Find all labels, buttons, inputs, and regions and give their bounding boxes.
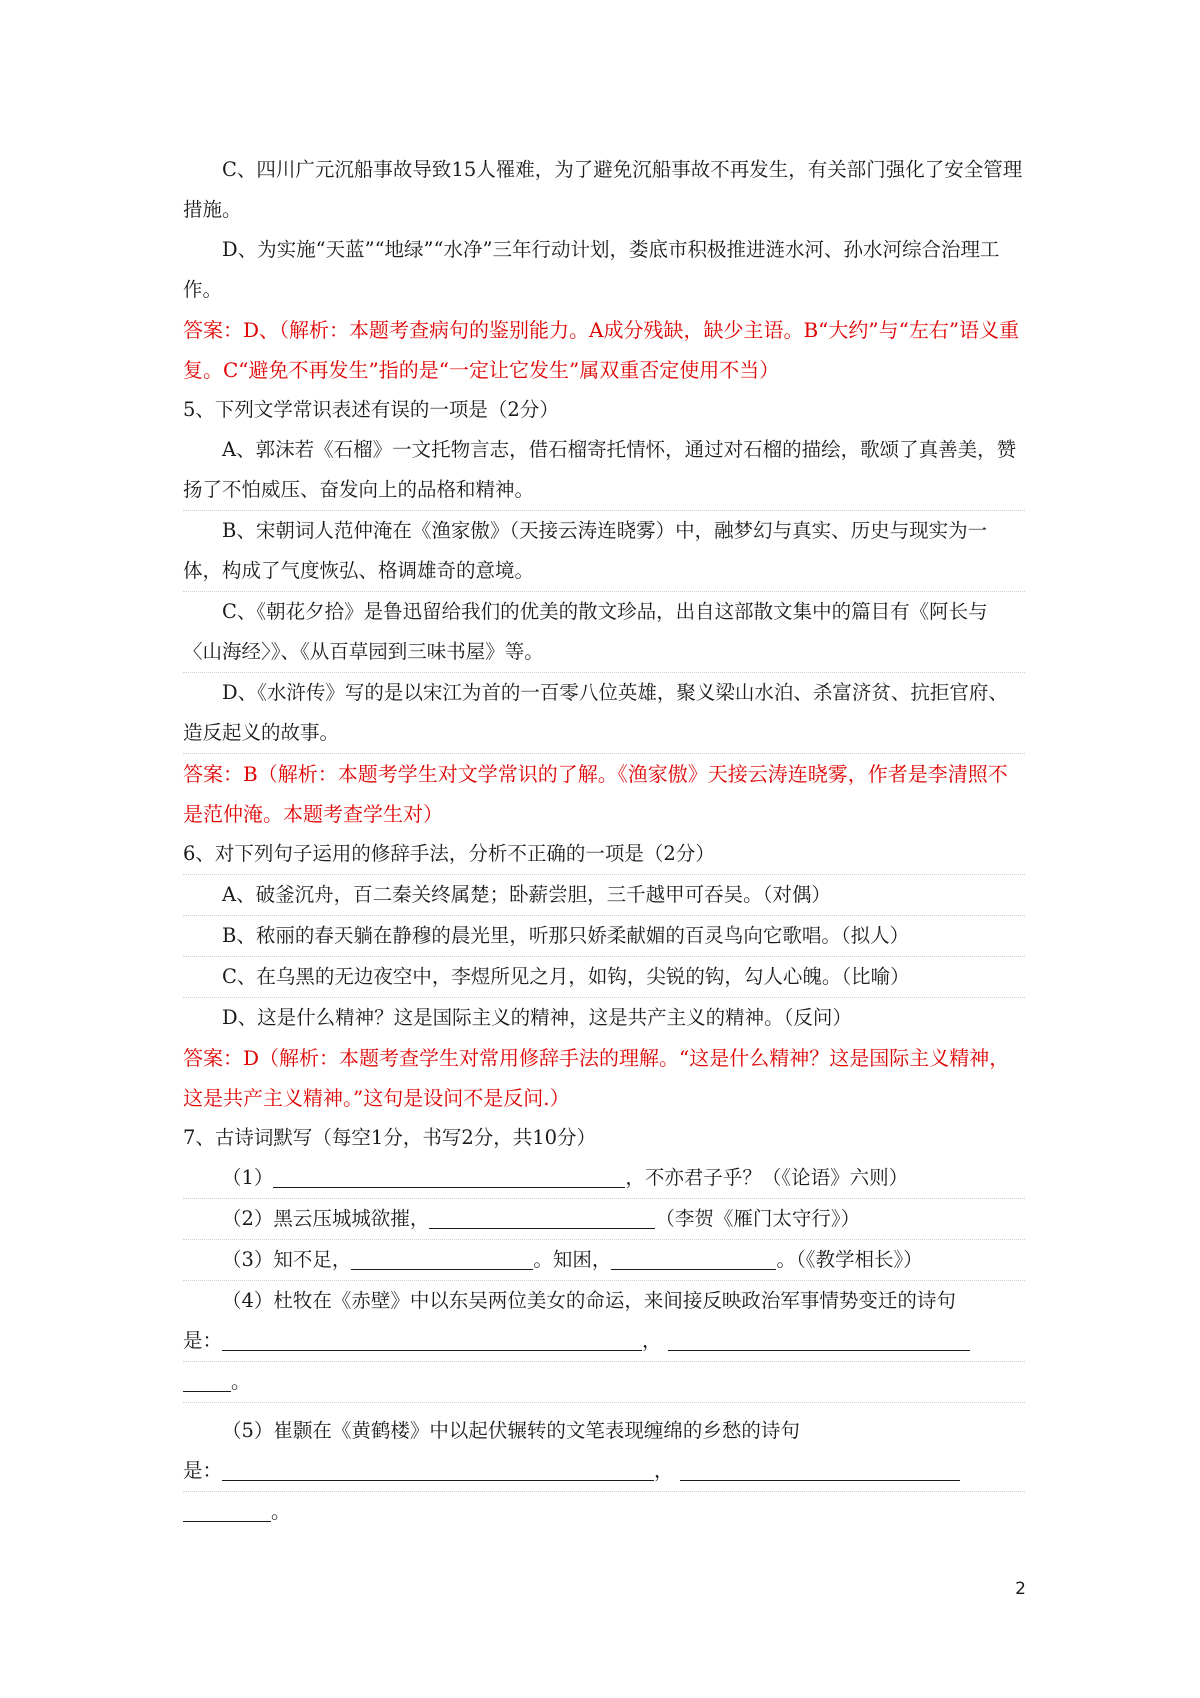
q4-option-d: D、为实施“天蓝”“地绿”“水净”三年行动计划，娄底市积极推进涟水河、孙水河综合治理工作。 [183, 238, 1000, 301]
q7-item-3: （3）知不足， 。知困， 。（《教学相长》） [183, 1240, 1025, 1281]
q7-item-4-tail: 。 [183, 1362, 1025, 1403]
q5-option-d: D、《水浒传》写的是以宋江为首的一百零八位英雄，聚义梁山水泊、杀富济贫、抗拒官府、造反起义的故事。 [183, 673, 1025, 754]
q6-option-d: D、这是什么精神？这是国际主义的精神，这是共产主义的精神。（反问） [222, 1006, 852, 1029]
answer-blank[interactable] [429, 1204, 655, 1229]
q6-option-a: A、破釜沉舟，百二秦关终属楚；卧薪尝胆，三千越甲可吞吴。（对偶） [183, 875, 1025, 916]
answer-blank[interactable] [680, 1456, 960, 1481]
q4-option-c: C、四川广元沉船事故导致15人罹难，为了避免沉船事故不再发生，有关部门强化了安全管理措施。 [183, 158, 1023, 221]
answer-blank[interactable] [611, 1245, 776, 1270]
q7-item-4-blanks: 是： ， [183, 1321, 1025, 1362]
q6-answer: 答案：D（解析：本题考查学生对常用修辞手法的理解。“这是什么精神？这是国际主义精神，这是共产主义精神。”这句是设问不是反问.） [183, 1046, 1010, 1110]
q7-item-5-tail: 。 [183, 1492, 1025, 1532]
q6-stem: 6、对下列句子运用的修辞手法，分析不正确的一项是（2分） [183, 834, 1025, 875]
q4-answer: 答案：D、（解析：本题考查病句的鉴别能力。A成分残缺，缺少主语。B“大约”与“左右”语义重复。C“避免不再发生”指的是“一定让它发生”属双重否定使用不当） [183, 318, 1020, 382]
answer-blank[interactable] [222, 1326, 642, 1351]
answer-blank[interactable] [183, 1367, 231, 1392]
q5-stem: 5、下列文学常识表述有误的一项是（2分） [183, 398, 559, 421]
page-number: 2 [1015, 1579, 1026, 1599]
q6-option-b: B、秾丽的春天躺在静穆的晨光里，听那只娇柔献媚的百灵鸟向它歌唱。（拟人） [183, 916, 1025, 957]
answer-blank[interactable] [273, 1163, 625, 1188]
q7-item-2: （2）黑云压城城欲摧， （李贺《雁门太守行》） [183, 1199, 1025, 1240]
answer-blank[interactable] [222, 1456, 654, 1481]
page-content [183, 150, 1025, 1532]
q7-stem: 7、古诗词默写（每空1分，书写2分，共10分） [183, 1126, 597, 1149]
q5-option-a: A、郭沫若《石榴》一文托物言志，借石榴寄托情怀，通过对石榴的描绘，歌颂了真善美，赞扬了不怕威压、奋发向上的品格和精神。 [183, 430, 1025, 511]
q5-answer: 答案：B（解析：本题考学生对文学常识的了解。《渔家傲》天接云涛连晓雾，作者是李清照不是范仲淹。本题考查学生对） [183, 762, 1008, 826]
answer-blank[interactable] [668, 1326, 970, 1351]
q7-item-1: （1） ，不亦君子乎？（《论语》六则） [183, 1158, 1025, 1199]
q6-option-c: C、在乌黑的无边夜空中，李煜所见之月，如钩，尖锐的钩，勾人心魄。（比喻） [183, 957, 1025, 998]
q7-item-5-blanks: 是： ， [183, 1451, 1025, 1492]
answer-blank[interactable] [183, 1497, 271, 1522]
q5-option-c: C、《朝花夕拾》是鲁迅留给我们的优美的散文珍品，出自这部散文集中的篇目有《阿长与〈山海经〉》、《从百草园到三味书屋》等。 [183, 592, 1025, 673]
q5-option-b: B、宋朝词人范仲淹在《渔家傲》（天接云涛连晓雾）中，融梦幻与真实、历史与现实为一体，构成了气度恢弘、格调雄奇的意境。 [183, 511, 1025, 592]
answer-blank[interactable] [351, 1245, 533, 1270]
q7-item-5-text: （5）崔颢在《黄鹤楼》中以起伏辗转的文笔表现缠绵的乡愁的诗句 [222, 1419, 800, 1442]
q7-item-4-text: （4）杜牧在《赤壁》中以东吴两位美女的命运，来间接反映政治军事情势变迁的诗句 [222, 1289, 956, 1312]
